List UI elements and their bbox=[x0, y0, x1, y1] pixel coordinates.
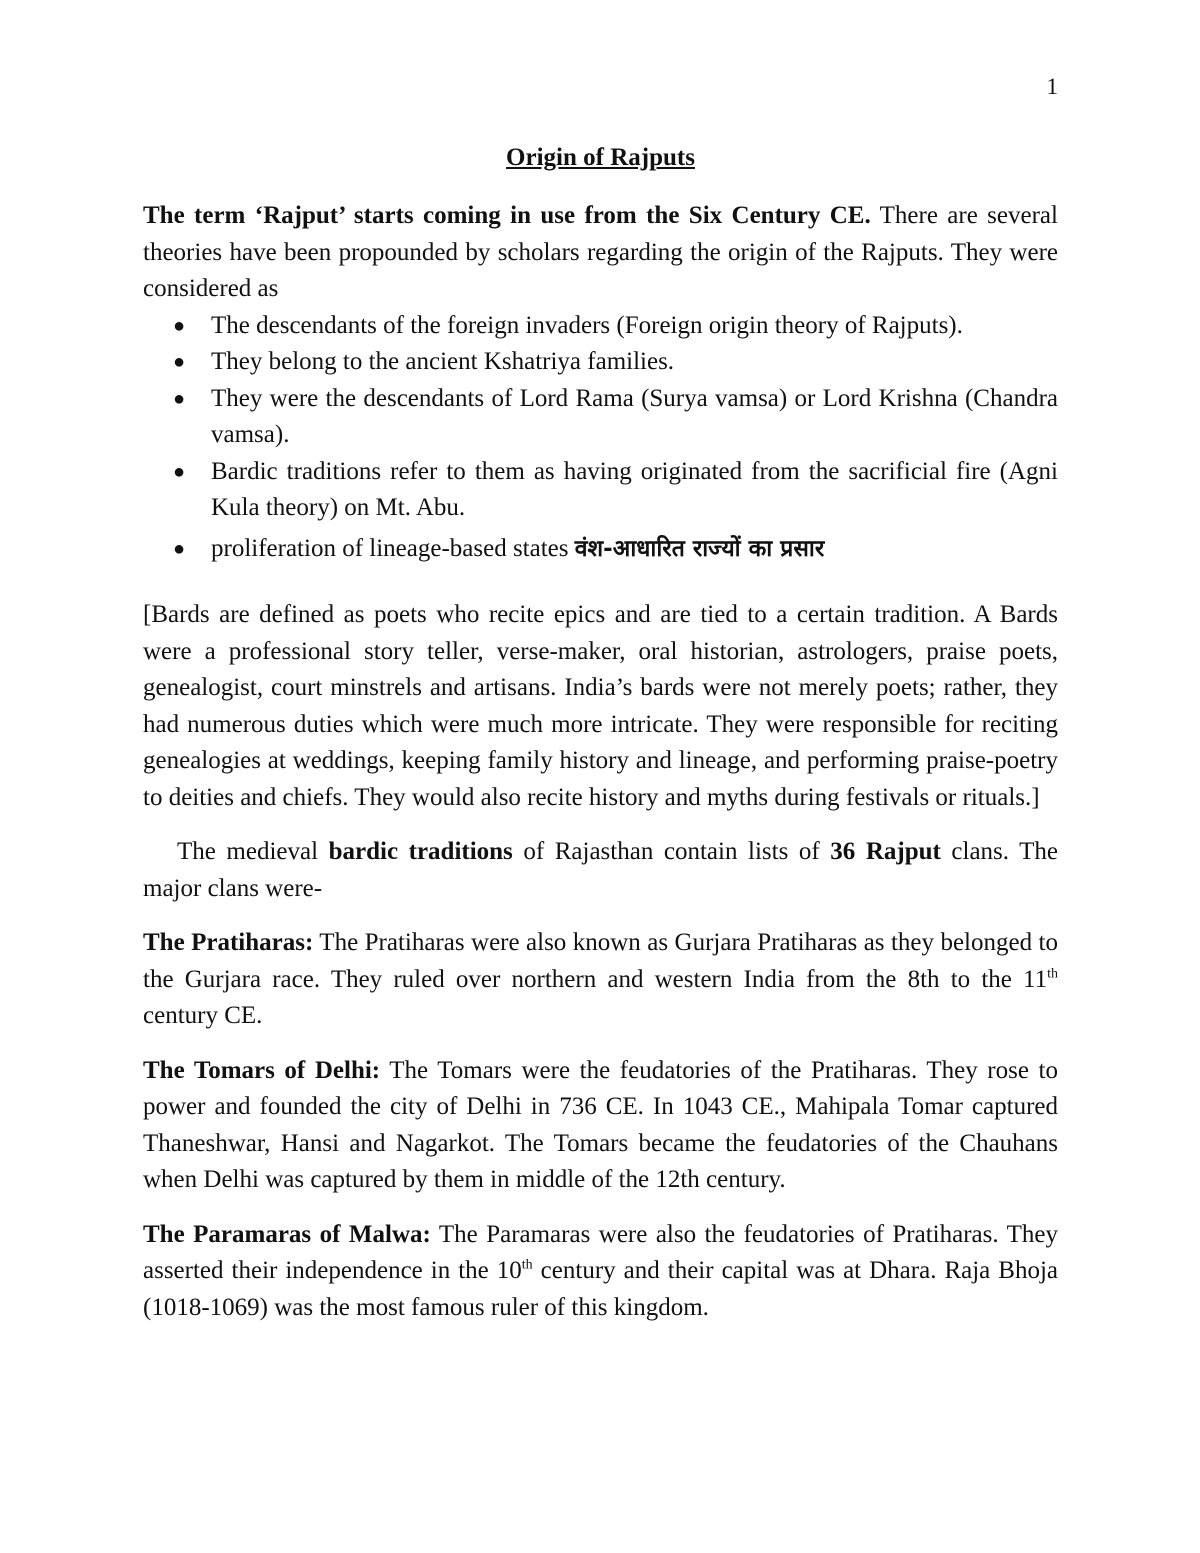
tomars-heading: The Tomars of Delhi: bbox=[143, 1056, 381, 1084]
intro-bold-sentence: The term ‘Rajput’ starts coming in use from the Six Century CE. bbox=[143, 202, 871, 229]
pratiharas-text: The Pratiharas were also known as Gurjara Pratiharas as they belonged to the Gurjara race. They ruled over northern and western India from the 8th to the 11 bbox=[143, 929, 1058, 993]
list-item bbox=[143, 454, 1058, 527]
page-title: Origin of Rajputs bbox=[506, 144, 695, 171]
clans-intro-paragraph bbox=[143, 834, 1058, 907]
clans-intro-text: of Rajasthan contain lists of bbox=[512, 838, 831, 865]
clans-intro-text: The medieval bbox=[177, 838, 329, 865]
rajput-count-bold: 36 Rajput bbox=[830, 838, 941, 865]
list-item bbox=[143, 531, 1058, 568]
bardic-traditions-bold: bardic traditions bbox=[328, 838, 513, 865]
pratiharas-paragraph bbox=[143, 925, 1058, 1035]
bullet-icon: ● bbox=[173, 460, 186, 483]
document-body bbox=[143, 140, 1058, 1344]
theory-text: They were the descendants of Lord Rama (Surya vamsa) or Lord Krishna (Chandra vamsa). bbox=[211, 384, 1058, 448]
hindi-text: वंश-आधारित राज्यों का प्रसार bbox=[574, 535, 825, 562]
page-number: 1 bbox=[1046, 74, 1058, 99]
theory-text: The descendants of the foreign invaders (Foreign origin theory of Rajputs). bbox=[211, 311, 963, 339]
clans-intro-text: clans. The major clans were- bbox=[143, 838, 1058, 902]
theory-text: proliferation of lineage-based states bbox=[211, 534, 575, 562]
bullet-icon: ● bbox=[173, 351, 186, 373]
list-item bbox=[143, 344, 1058, 381]
list-item bbox=[143, 308, 1058, 345]
superscript: th bbox=[521, 1257, 533, 1273]
bullet-icon: ● bbox=[173, 387, 186, 410]
bullet-icon: ● bbox=[173, 537, 186, 560]
paramaras-text: century and their capital was at Dhara. Raja Bhoja (1018-1069) was the most famous ruler of this kingdom. bbox=[143, 1257, 1058, 1321]
bards-note-paragraph: [Bards are defined as poets who recite epics and are tied to a certain tradition. A Bards were a professional story teller, verse-maker, oral historian, astrologers, praise poets, genealogist, court minstrels and artisans. India’s bards were not merely poets; rather, they had numerous duties which were much more intricate. They were responsible for reciting genealogies at weddings, keeping family history and lineage, and performing praise-poetry to deities and chiefs. They would also recite history and myths during festivals or rituals.] bbox=[143, 601, 1058, 811]
paramaras-text: The Paramaras were also the feudatories of Pratiharas. They asserted their independence in the 10 bbox=[143, 1220, 1058, 1284]
superscript: th bbox=[1047, 966, 1058, 982]
pratiharas-heading: The Pratiharas: bbox=[143, 929, 314, 956]
bullet-icon: ● bbox=[173, 314, 186, 337]
list-item bbox=[143, 381, 1058, 454]
theory-text: Bardic traditions refer to them as having originated from the sacrificial fire (Agni Kula theory) on Mt. Abu. bbox=[211, 457, 1058, 521]
intro-paragraph bbox=[143, 198, 1058, 308]
tomars-paragraph bbox=[143, 1053, 1058, 1199]
theory-text: They belong to the ancient Kshatriya families. bbox=[211, 348, 675, 375]
tomars-text: The Tomars were the feudatories of the Pratiharas. They rose to power and founded the city of Delhi in 736 CE. In 1043 CE., Mahipala Tomar captured Thaneshwar, Hansi and Nagarkot. The Tomars became the feudatories of the Chauhans when Delhi was captured by them in middle of the 12th century. bbox=[143, 1056, 1058, 1193]
paramaras-paragraph bbox=[143, 1217, 1058, 1327]
pratiharas-text: century CE. bbox=[143, 1002, 263, 1029]
intro-rest: There are several theories have been propounded by scholars regarding the origin of the Rajputs. They were considered as bbox=[143, 202, 1058, 302]
paramaras-heading: The Paramaras of Malwa: bbox=[143, 1220, 431, 1248]
theories-list bbox=[143, 308, 1058, 568]
